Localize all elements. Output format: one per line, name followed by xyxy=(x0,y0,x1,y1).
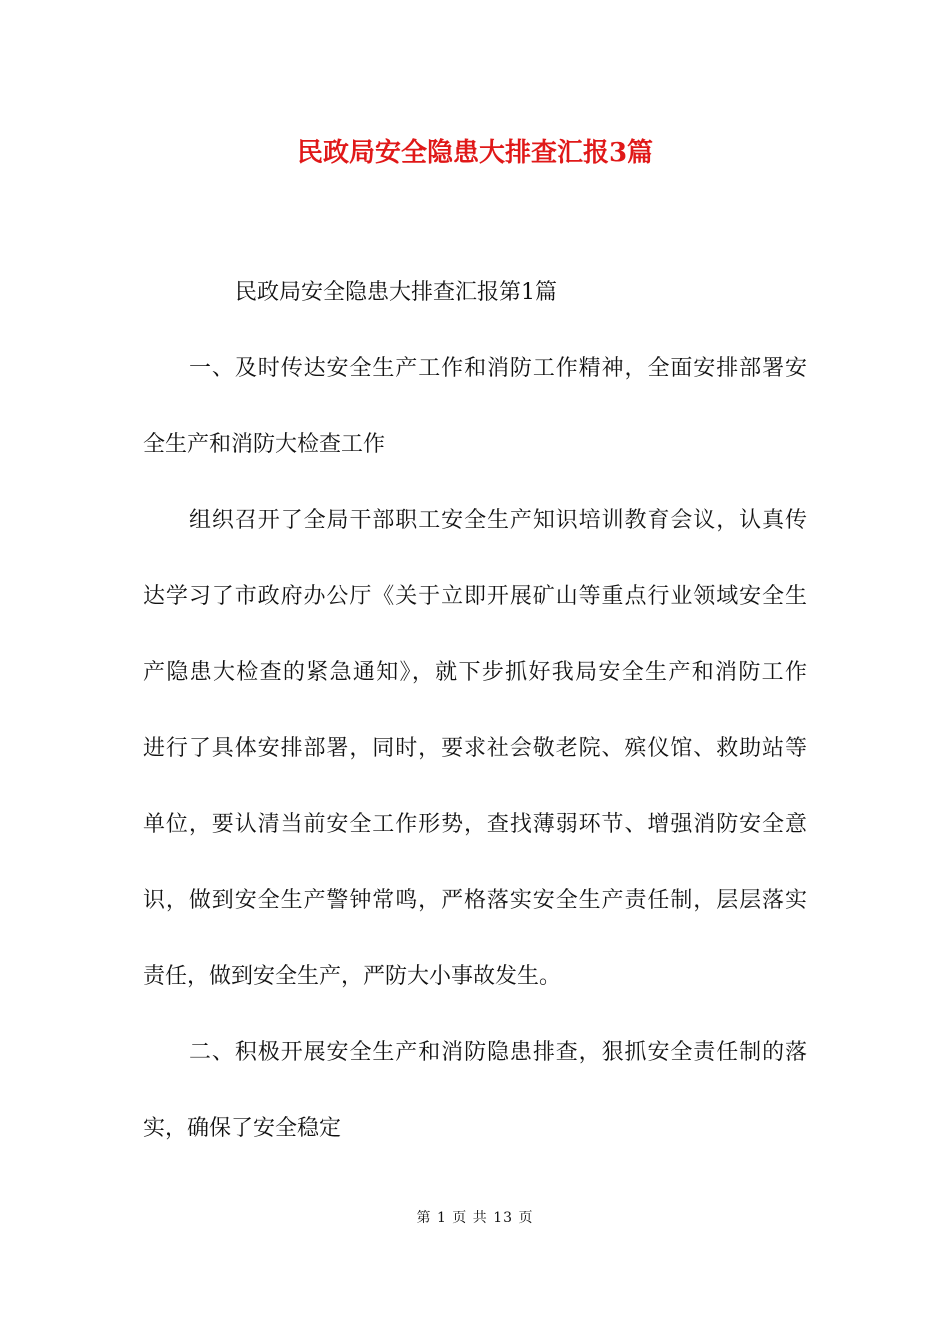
paragraph-1 xyxy=(143,348,807,466)
section-subtitle: 民政局安全隐患大排查汇报第1篇 xyxy=(235,280,557,305)
paragraph-line: 实，确保了安全稳定 xyxy=(143,1116,342,1141)
paragraph-line: 全生产和消防大检查工作 xyxy=(143,432,386,457)
paragraph-line: 单位，要认清当前安全工作形势，查找薄弱环节、增强消防安全意 xyxy=(143,812,807,837)
paragraph-3 xyxy=(143,1032,807,1150)
paragraph-line: 组织召开了全局干部职工安全生产知识培训教育会议，认真传 xyxy=(189,508,807,533)
paragraph-line: 识，做到安全生产警钟常鸣，严格落实安全生产责任制，层层落实 xyxy=(143,888,807,913)
paragraph-line: 进行了具体安排部署，同时，要求社会敬老院、殡仪馆、救助站等 xyxy=(143,736,807,761)
paragraph-line: 达学习了市政府办公厅《关于立即开展矿山等重点行业领域安全生 xyxy=(143,584,807,609)
paragraph-line: 一、及时传达安全生产工作和消防工作精神，全面安排部署安 xyxy=(189,356,807,381)
document-body xyxy=(143,272,807,1184)
paragraph-line: 二、积极开展安全生产和消防隐患排查，狠抓安全责任制的落 xyxy=(189,1040,807,1065)
paragraph-line: 产隐患大检查的紧急通知》，就下步抓好我局安全生产和消防工作 xyxy=(143,660,807,685)
paragraph-2 xyxy=(143,500,807,998)
page-number-footer: 第 1 页 共 13 页 xyxy=(416,1210,534,1226)
paragraph-line: 责任，做到安全生产，严防大小事故发生。 xyxy=(143,964,562,989)
document-title: 民政局安全隐患大排查汇报3篇 xyxy=(296,138,654,168)
